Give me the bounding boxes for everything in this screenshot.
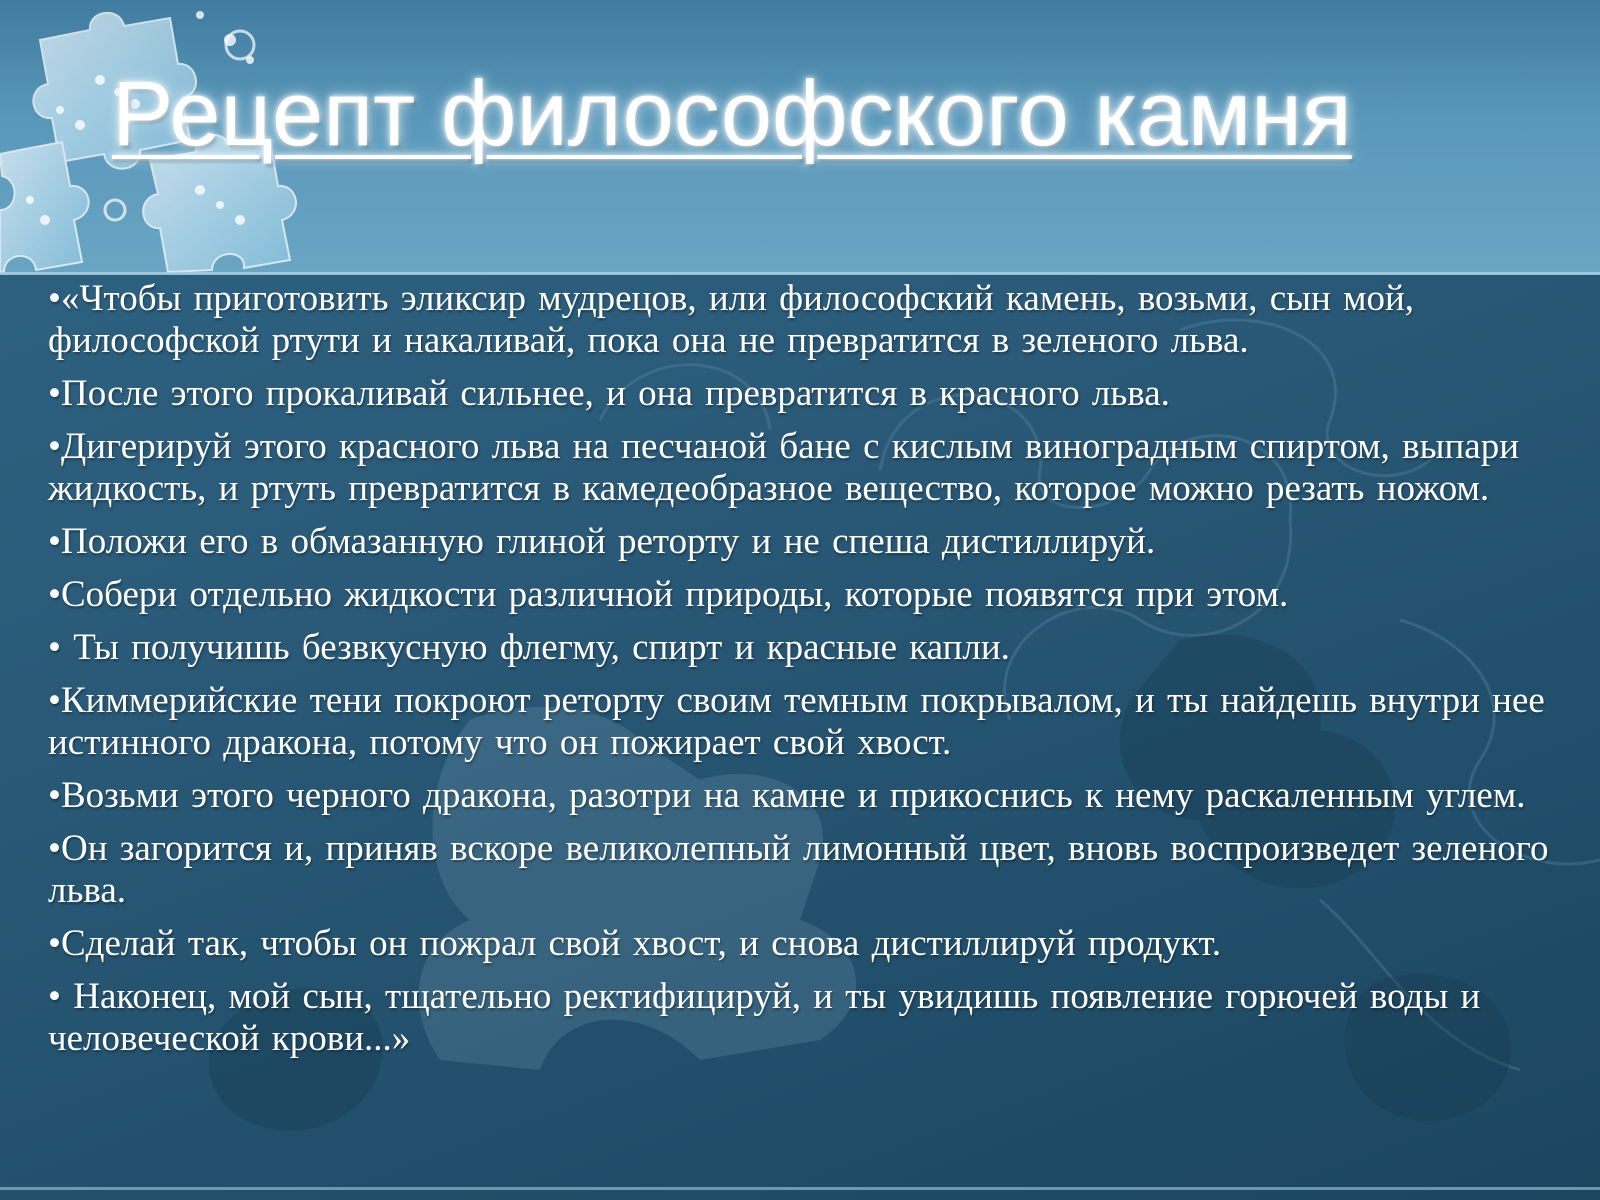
list-item-text: Он загорится и, приняв вскоре великолепный лимонный цвет, вновь воспроизведет зеленого льва. — [48, 828, 1549, 911]
list-item — [48, 828, 1578, 912]
list-item — [48, 627, 1578, 669]
bullet-icon: • — [48, 278, 61, 319]
bullet-icon: • — [48, 426, 61, 467]
bullet-icon: • — [48, 775, 61, 816]
list-item — [48, 680, 1578, 764]
list-item-text: Собери отдельно жидкости различной природы, которые появятся при этом. — [60, 574, 1289, 615]
list-item — [48, 521, 1578, 563]
slide-title: Рецепт философского камня — [112, 63, 1352, 165]
list-item-text: Киммерийские тени покроют реторту своим темным покрывалом, и ты найдешь внутри нее истинного дракона, потому что он пожирает свой хвост. — [48, 680, 1545, 763]
list-item-text: «Чтобы приготовить эликсир мудрецов, или философский камень, возьми, сын мой, философской ртути и накаливай, пока она не превратится в зеленого льва. — [48, 278, 1415, 361]
header-band — [0, 0, 1600, 274]
bullet-icon: • — [48, 680, 61, 721]
list-item-text: Сделай так, чтобы он пожрал свой хвост, и снова дистиллируй продукт. — [60, 923, 1222, 964]
list-item — [48, 976, 1578, 1060]
header-divider — [0, 272, 1600, 275]
bullet-list — [48, 278, 1578, 1071]
bullet-icon: • — [48, 627, 61, 668]
list-item — [48, 426, 1578, 510]
list-item — [48, 278, 1578, 362]
list-item-text: Положи его в обмазанную глиной реторту и не спеша дистиллируй. — [60, 521, 1156, 562]
list-item-text: Дигерируй этого красного льва на песчаной бане с кислым виноградным спиртом, выпари жидкость, и ртуть превратится в камедеобразное вещество, которое можно резать ножом. — [48, 426, 1520, 509]
list-item — [48, 923, 1578, 965]
bullet-icon: • — [48, 521, 61, 562]
list-item — [48, 775, 1578, 817]
list-item-text: Ты получишь безвкусную флегму, спирт и красные капли. — [60, 627, 1010, 668]
list-item-text: Возьми этого черного дракона, разотри на камне и прикоснись к нему раскаленным углем. — [60, 775, 1526, 816]
list-item-text: Наконец, мой сын, тщательно ректифицируй, и ты увидишь появление горючей воды и человеческой крови...» — [48, 976, 1481, 1059]
bullet-icon: • — [48, 574, 61, 615]
list-item — [48, 373, 1578, 415]
bullet-icon: • — [48, 373, 61, 414]
list-item — [48, 574, 1578, 616]
bullet-icon: • — [48, 828, 61, 869]
footer-divider — [0, 1187, 1600, 1190]
bullet-icon: • — [48, 923, 61, 964]
bullet-icon: • — [48, 976, 61, 1017]
list-item-text: После этого прокаливай сильнее, и она превратится в красного льва. — [60, 373, 1170, 414]
